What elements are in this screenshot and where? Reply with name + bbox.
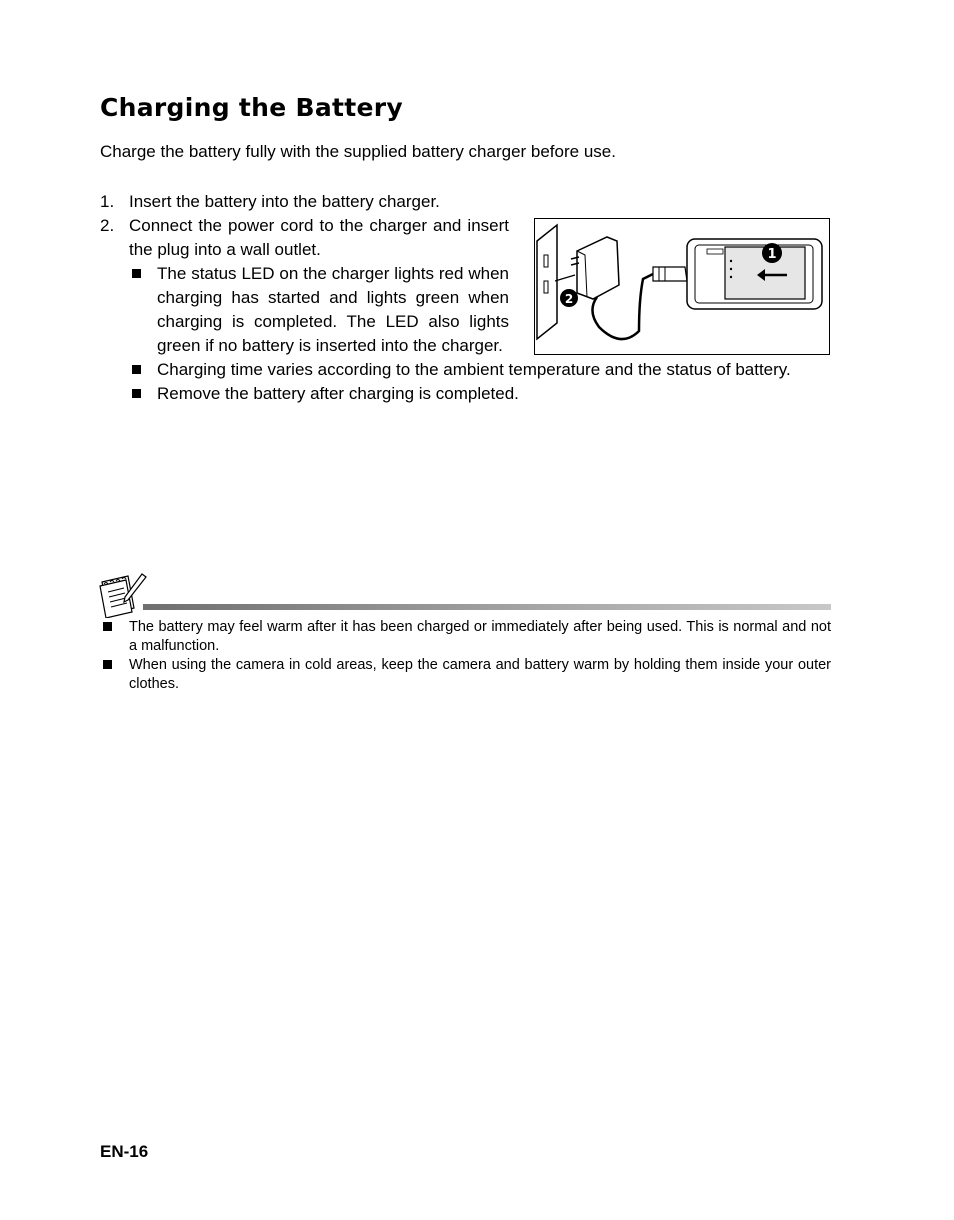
list-item: Charging time varies according to the ambient temperature and the status of battery.	[129, 358, 840, 382]
bullet-square-icon	[103, 660, 112, 669]
list-item: Remove the battery after charging is completed.	[129, 382, 840, 406]
page-title: Charging the Battery	[100, 93, 404, 122]
charger-illustration	[534, 218, 830, 355]
step-1	[100, 190, 840, 214]
list-item: The status LED on the charger lights red when charging has started and lights green when charging is completed. The LED also lights green if no battery is inserted into the charger.	[129, 262, 509, 358]
bullet-square-icon	[103, 622, 112, 631]
note-divider	[143, 604, 831, 610]
callout-2: 2	[564, 292, 574, 306]
charger-drawing	[535, 219, 828, 353]
list-item: The battery may feel warm after it has been charged or immediately after being used. This is normal and not a malfunction.	[100, 618, 831, 656]
step-number: 2.	[100, 216, 115, 235]
list-item: When using the camera in cold areas, keep the camera and battery warm by holding them inside your outer clothes.	[100, 656, 831, 694]
note-pad-icon	[98, 572, 148, 618]
bullet-square-icon	[132, 389, 141, 398]
bullet-square-icon	[132, 365, 141, 374]
page-number: EN-16	[100, 1142, 149, 1161]
intro-text: Charge the battery fully with the supplied battery charger before use.	[100, 142, 616, 161]
callout-1: 1	[767, 247, 777, 262]
step-text: Connect the power cord to the charger and insert the plug into a wall outlet.	[129, 216, 509, 259]
step-text: Insert the battery into the battery charger.	[129, 192, 440, 211]
bullet-square-icon	[132, 269, 141, 278]
step-number: 1.	[100, 192, 115, 211]
notes-list	[100, 618, 831, 694]
